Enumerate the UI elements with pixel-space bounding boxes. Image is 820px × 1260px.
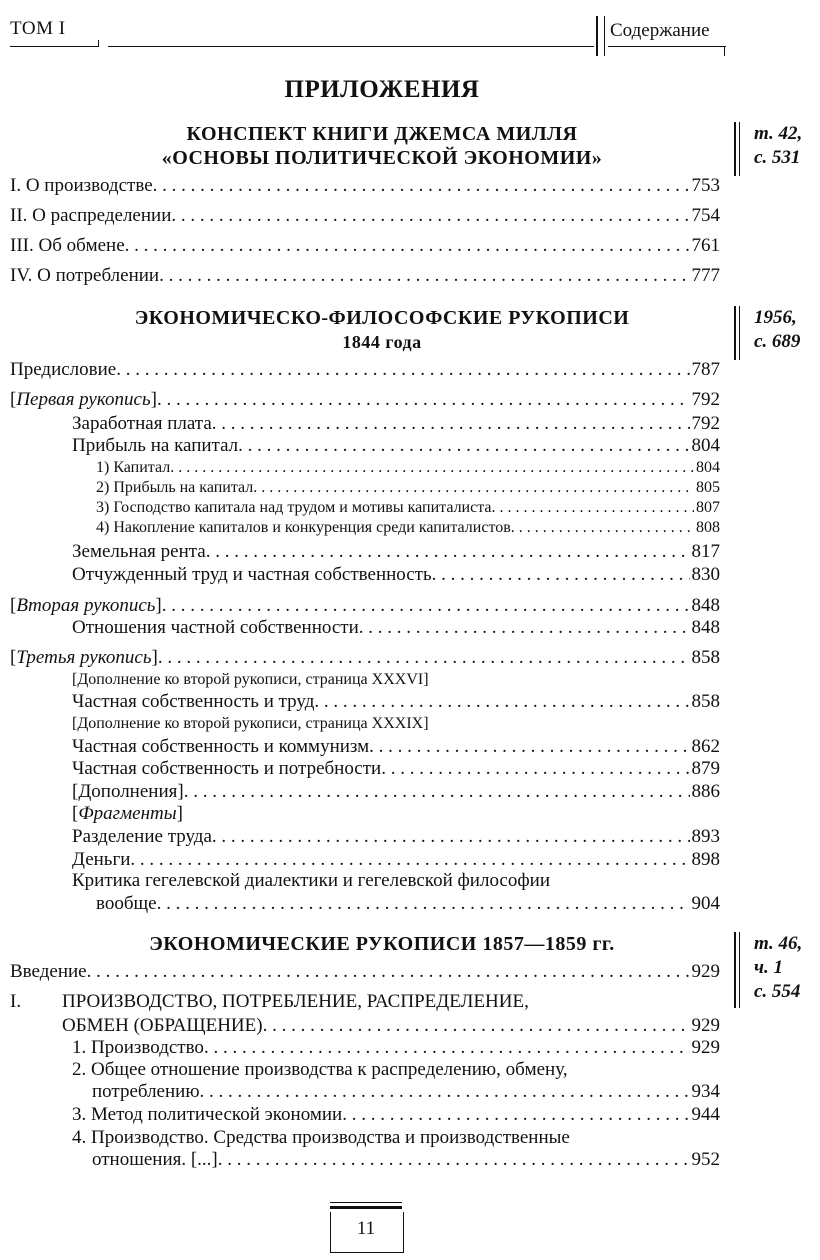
toc-entry-label: потреблению	[92, 1081, 200, 1102]
toc-entry-continued: 4. Производство. Средства производства и производственные	[72, 1127, 570, 1148]
section-title-mill-line2: «ОСНОВЫ ПОЛИТИЧЕСКОЙ ЭКОНОМИИ»	[161, 147, 603, 169]
header-rule-hook	[10, 40, 99, 47]
dot-leader	[253, 478, 694, 498]
part-title-line1: ПРОИЗВОДСТВО, ПОТРЕБЛЕНИЕ, РАСПРЕДЕЛЕНИЕ,	[62, 991, 529, 1012]
toc-entry[interactable]	[96, 498, 720, 518]
toc-entry-label: 3) Господство капитала над трудом и мотивы капиталиста	[96, 499, 492, 516]
toc-entry-label: Деньги	[72, 849, 131, 870]
toc-entry-page: 934	[691, 1081, 720, 1102]
toc-entry-page: 830	[691, 564, 720, 585]
header-rule-tick	[724, 46, 725, 56]
toc-entry[interactable]	[96, 458, 720, 478]
toc-entry-continued: 2. Общее отношение производства к распределению, обмену,	[72, 1059, 568, 1080]
running-header-section: Содержание	[610, 20, 710, 41]
margin-ref-1844	[734, 306, 820, 360]
toc-entry-label: Прибыль на капитал	[72, 435, 239, 456]
toc-entry[interactable]	[72, 540, 720, 564]
dot-leader	[204, 1036, 690, 1060]
margin-ref-mill	[734, 122, 820, 176]
dot-leader	[432, 563, 690, 587]
header-rule-right	[608, 46, 726, 47]
dot-leader	[170, 458, 694, 478]
toc-entry-label: отношения. [...]	[92, 1149, 218, 1170]
toc-entry-label: IV. О потреблении	[10, 265, 160, 286]
dot-leader	[153, 174, 690, 198]
dot-leader	[369, 735, 689, 759]
toc-entry-page: 858	[691, 691, 720, 712]
toc-entry-page: 805	[696, 479, 720, 496]
header-double-bar	[596, 16, 605, 56]
dot-leader	[125, 234, 690, 258]
dot-leader	[157, 892, 690, 916]
dot-leader	[359, 616, 690, 640]
dot-leader	[158, 646, 690, 670]
dot-leader	[162, 594, 690, 618]
toc-entry-label: Предисловие	[10, 359, 117, 380]
dot-leader	[200, 1080, 690, 1104]
toc-entry-page: 807	[696, 499, 720, 516]
toc-entry-page: 808	[696, 519, 720, 536]
toc-entry-label: [Первая рукопись]	[10, 389, 157, 410]
footer-ornament-rule	[330, 1202, 402, 1203]
dot-leader	[171, 204, 689, 228]
dot-leader	[116, 358, 689, 382]
dot-leader	[381, 757, 689, 781]
dot-leader	[87, 960, 690, 984]
toc-entry-first-manuscript[interactable]	[10, 388, 720, 412]
part-number: I.	[10, 991, 22, 1012]
toc-entry-label: 2) Прибыль на капитал	[96, 479, 254, 496]
toc-entry-page: 792	[691, 413, 720, 434]
section-title-1857: ЭКОНОМИЧЕСКИЕ РУКОПИСИ 1857—1859 гг.	[149, 933, 615, 955]
section-title-1844	[0, 306, 764, 354]
margin-ref-mill-line2: с. 531	[754, 147, 801, 168]
toc-entry[interactable]	[92, 1080, 720, 1104]
toc-entry[interactable]	[72, 1103, 720, 1127]
toc-entry[interactable]	[72, 563, 720, 587]
margin-ref-1857-line2: ч. 1	[754, 957, 783, 978]
toc-entry-page: 893	[691, 826, 720, 847]
toc-entry-page: 848	[691, 595, 720, 616]
toc-entry[interactable]	[72, 434, 720, 458]
toc-entry-label: Разделение труда	[72, 826, 212, 847]
toc-entry-page: 952	[691, 1149, 720, 1170]
toc-entry-label: вообще	[96, 893, 157, 914]
dot-leader	[206, 540, 690, 564]
toc-entry-label: 1) Капитал	[96, 459, 171, 476]
toc-entry-page: 754	[691, 205, 720, 226]
toc-note: [Дополнение ко второй рукописи, страница XXXIX]	[72, 715, 429, 732]
toc-entry-label: Заработная плата	[72, 413, 212, 434]
toc-entry-label: 3. Метод политической экономии	[72, 1104, 343, 1125]
toc-entry[interactable]	[10, 174, 720, 198]
toc-entry-label: [Третья рукопись]	[10, 647, 158, 668]
toc-entry-page: 858	[691, 647, 720, 668]
page-number: 11	[356, 1218, 376, 1239]
dot-leader	[157, 388, 690, 412]
toc-entry[interactable]	[10, 234, 720, 258]
section-title-1844-line1: ЭКОНОМИЧЕСКО-ФИЛОСОФСКИЕ РУКОПИСИ	[134, 307, 630, 329]
toc-entry[interactable]	[10, 358, 720, 382]
toc-entry[interactable]	[72, 780, 720, 804]
margin-ref-1844-line2: с. 689	[754, 331, 801, 352]
toc-entry-label: 4) Накопление капиталов и конкуренция среди капиталистов	[96, 519, 511, 536]
margin-ref-1857-line1: т. 46,	[754, 933, 803, 954]
dot-leader	[184, 780, 690, 804]
toc-entry[interactable]	[96, 478, 720, 498]
toc-entry-label: Частная собственность и потребности	[72, 758, 382, 779]
toc-entry[interactable]	[92, 1148, 720, 1172]
toc-entry-label: Отчужденный труд и частная собственность	[72, 564, 432, 585]
toc-entry[interactable]	[72, 735, 720, 759]
toc-entry-page: 761	[691, 235, 720, 256]
toc-entry-page: 804	[691, 435, 720, 456]
toc-entry-page: 753	[691, 175, 720, 196]
footer-ornament-rule-thick	[330, 1206, 402, 1209]
dot-leader	[212, 412, 690, 436]
toc-entry-label: [Дополнения]	[72, 781, 184, 802]
toc-note: [Дополнение ко второй рукописи, страница XXXVI]	[72, 671, 429, 688]
dot-leader	[511, 518, 694, 538]
toc-entry-label: I. О производстве	[10, 175, 153, 196]
running-header-volume: ТОМ I	[10, 18, 66, 39]
section-title-mill	[0, 122, 764, 170]
dot-leader	[263, 1014, 690, 1038]
toc-entry-page: 804	[696, 459, 720, 476]
margin-ref-1857-line3: с. 554	[754, 981, 801, 1002]
dot-leader	[212, 825, 690, 849]
toc-entry[interactable]	[10, 264, 720, 288]
toc-entry-continued: Критика гегелевской диалектики и гегелевской философии	[72, 870, 551, 891]
margin-ref-1857	[734, 932, 820, 1008]
toc-entry[interactable]	[72, 825, 720, 849]
toc-entry-label: [Вторая рукопись]	[10, 595, 162, 616]
toc-entry[interactable]	[72, 757, 720, 781]
toc-entry-label: Земельная рента	[72, 541, 206, 562]
toc-entry-page: 777	[691, 265, 720, 286]
dot-leader	[314, 690, 689, 714]
toc-entry-third-manuscript[interactable]	[10, 646, 720, 670]
toc-entry[interactable]	[72, 1036, 720, 1060]
toc-entry-label: Частная собственность и коммунизм	[72, 736, 370, 757]
dot-leader	[238, 434, 689, 458]
toc-entry-label: 1. Производство	[72, 1037, 204, 1058]
margin-ref-mill-line1: т. 42,	[754, 123, 803, 144]
dot-leader	[492, 498, 695, 518]
toc-entry-page: 886	[691, 781, 720, 802]
section-title-mill-line1: КОНСПЕКТ КНИГИ ДЖЕМСА МИЛЛЯ	[186, 123, 578, 145]
toc-entry[interactable]	[72, 690, 720, 714]
toc-entry-page: 862	[691, 736, 720, 757]
toc-entry[interactable]	[10, 204, 720, 228]
toc-entry-label: Частная собственность и труд	[72, 691, 315, 712]
toc-entry-page: 929	[691, 1037, 720, 1058]
toc-entry-page: 944	[691, 1104, 720, 1125]
toc-entry-page: 787	[691, 359, 720, 380]
dot-leader	[342, 1103, 689, 1127]
dot-leader	[218, 1148, 690, 1172]
toc-entry-page: 929	[691, 961, 720, 982]
margin-ref-1844-line1: 1956,	[754, 307, 797, 328]
toc-entry[interactable]	[96, 892, 720, 916]
section-title-1844-line2: 1844 года	[342, 332, 422, 352]
toc-entry[interactable]	[62, 1014, 720, 1038]
toc-entry-page: 792	[691, 389, 720, 410]
toc-entry[interactable]	[72, 616, 720, 640]
toc-entry[interactable]	[72, 412, 720, 436]
dot-leader	[159, 264, 689, 288]
toc-entry-page: 929	[691, 1015, 720, 1036]
toc-entry[interactable]	[96, 518, 720, 538]
toc-entry-page: 879	[691, 758, 720, 779]
toc-entry-label: III. Об обмене	[10, 235, 125, 256]
toc-entry-page: 817	[691, 541, 720, 562]
toc-fragments-heading: [Фрагменты]	[72, 803, 183, 824]
toc-entry-page: 904	[691, 893, 720, 914]
toc-entry-second-manuscript[interactable]	[10, 594, 720, 618]
toc-entry-label: Отношения частной собственности	[72, 617, 359, 638]
toc-entry-page: 898	[691, 849, 720, 870]
toc-entry-label: ОБМЕН (ОБРАЩЕНИЕ)	[62, 1015, 263, 1036]
toc-entry-label: II. О распределении	[10, 205, 172, 226]
toc-entry-page: 848	[691, 617, 720, 638]
page-title: ПРИЛОЖЕНИЯ	[284, 76, 480, 103]
toc-entry-label: Введение	[10, 961, 87, 982]
header-rule	[108, 46, 594, 47]
toc-entry[interactable]	[10, 960, 720, 984]
